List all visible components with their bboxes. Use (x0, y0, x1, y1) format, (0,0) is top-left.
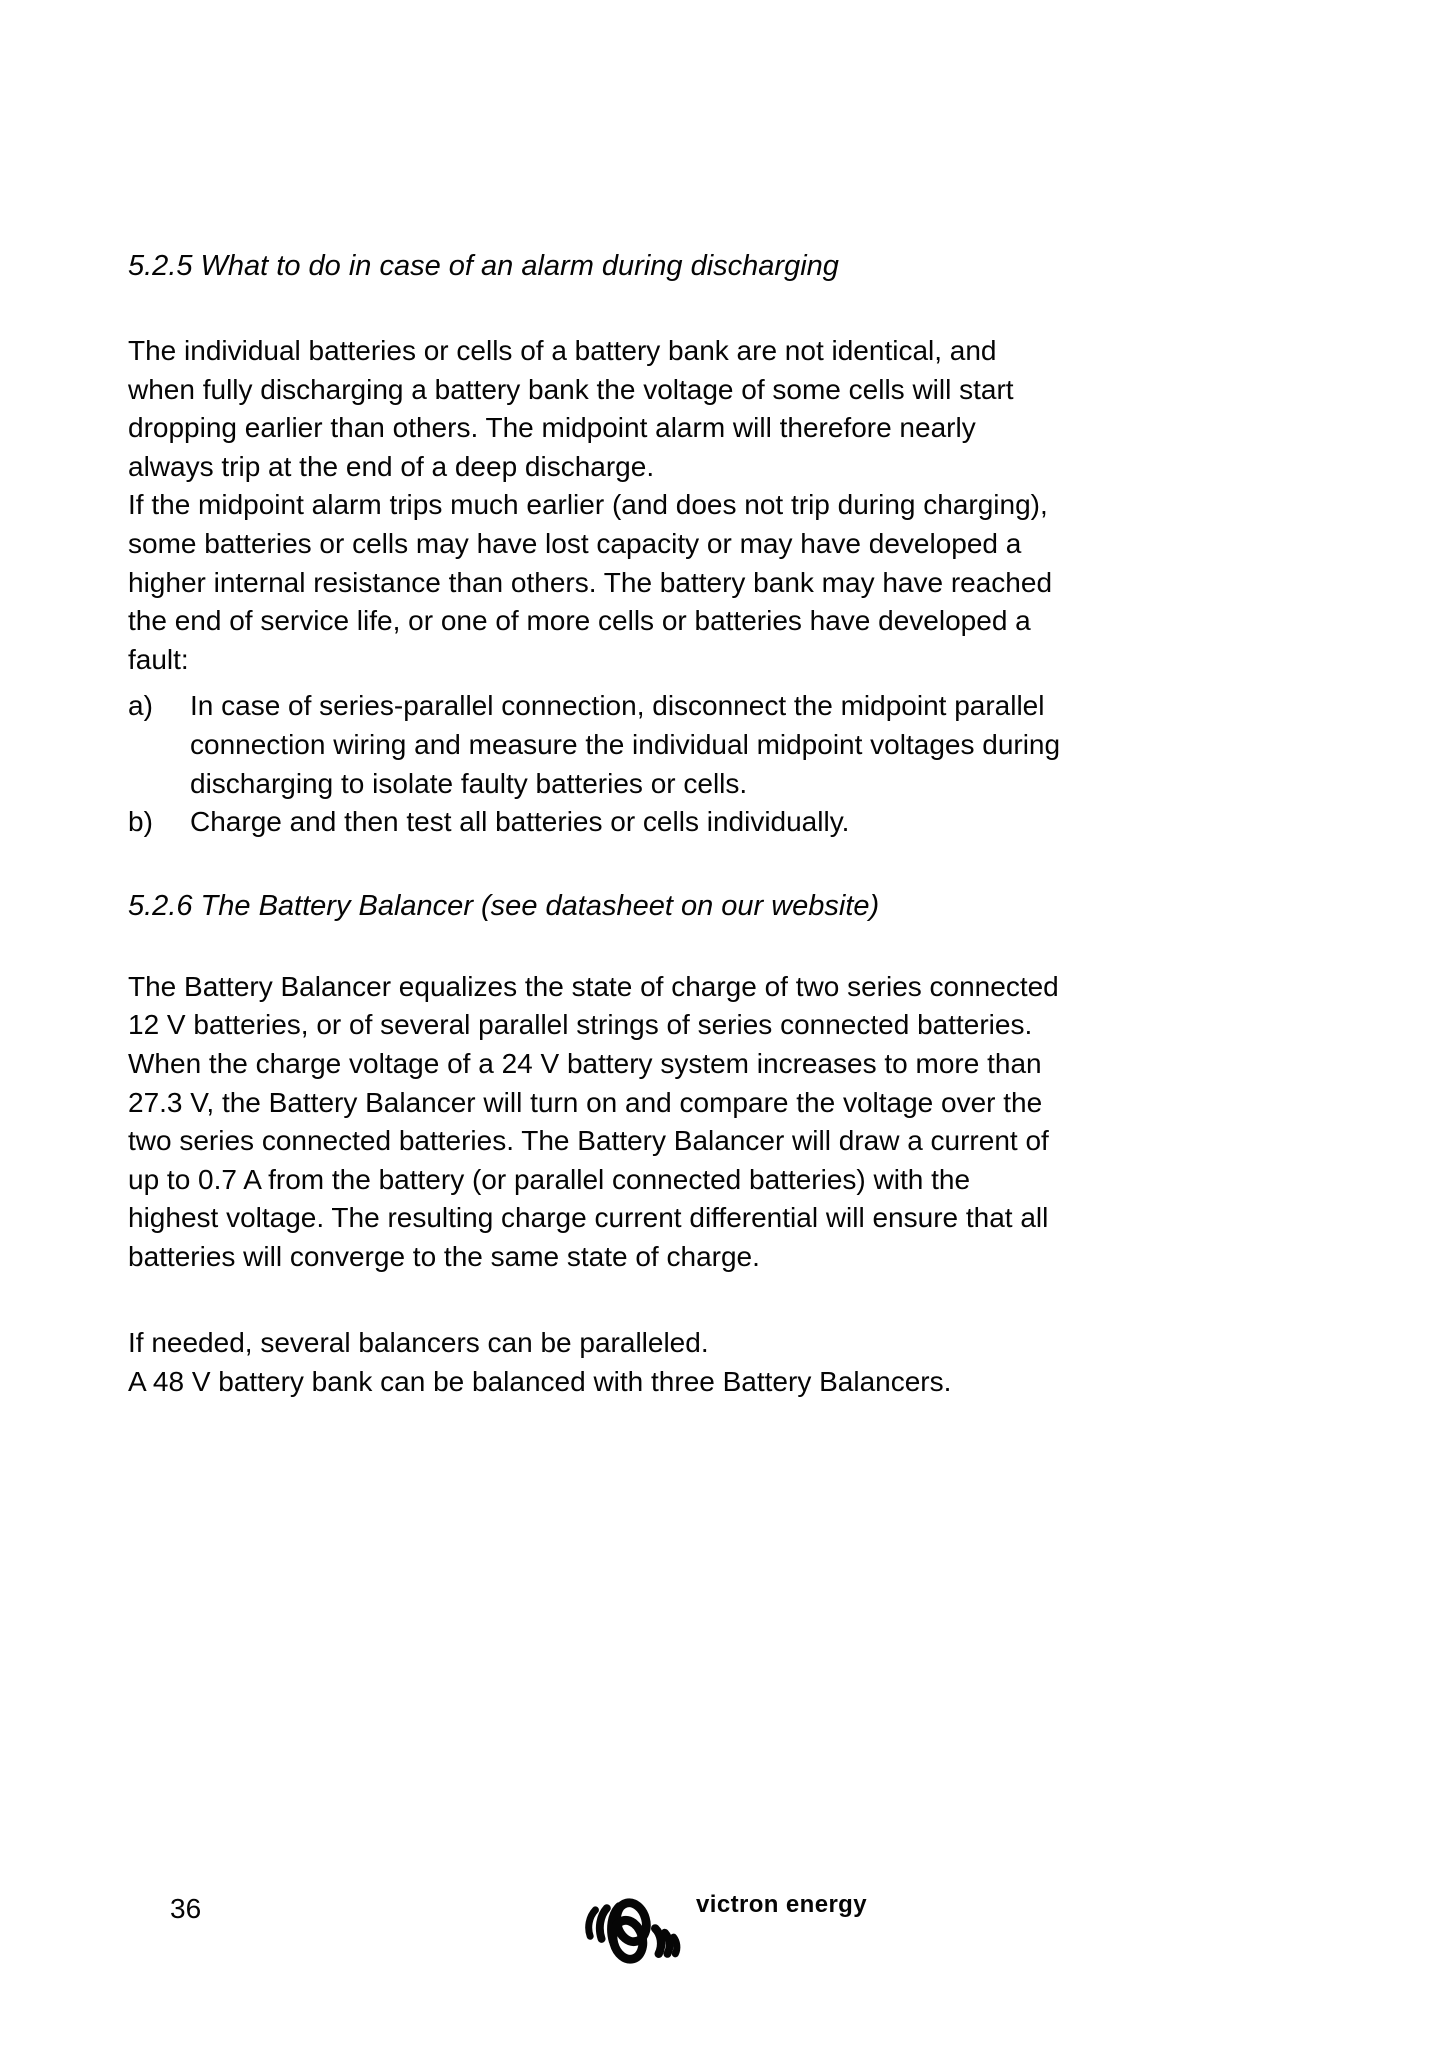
text-line: The individual batteries or cells of a battery bank are not identical, and (128, 335, 997, 366)
list-item-a (128, 687, 1378, 803)
page-number: 36 (170, 1893, 202, 1924)
list-marker-a: a) (128, 690, 153, 722)
text-line: highest voltage. The resulting charge current differential will ensure that all (128, 1202, 1049, 1234)
text-line: the end of service life, or one of more cells or batteries have developed a (128, 605, 1031, 637)
text-line: If the midpoint alarm trips much earlier (and does not trip during charging), (128, 489, 1048, 521)
brand-wordmark: victron energy (696, 1891, 867, 1918)
text-line: connection wiring and measure the individual midpoint voltages during (190, 728, 1061, 760)
text-line: higher internal resistance than others. The battery bank may have reached (128, 566, 1053, 598)
text-line: 27.3 V, the Battery Balancer will turn on and compare the voltage over the (128, 1086, 1043, 1118)
text-line: batteries will converge to the same state of charge. (128, 1240, 760, 1272)
list-marker-b: b) (128, 806, 153, 838)
page-footer (0, 1885, 1445, 1985)
paragraph-discharge-alarm (128, 332, 1378, 679)
list-item-b (128, 803, 1378, 842)
text-line: Charge and then test all batteries or cells individually. (190, 806, 850, 838)
text-line: 12 V batteries, or of several parallel strings of series connected batteries. (128, 1009, 1033, 1041)
text-line: fault: (128, 643, 189, 675)
text-line: When the charge voltage of a 24 V battery system increases to more than (128, 1047, 1042, 1079)
text-line: always trip at the end of a deep discharge. (128, 450, 655, 482)
paragraph-parallel-balancers (128, 1324, 1378, 1401)
paragraph-battery-balancer (128, 968, 1378, 1277)
text-line: The Battery Balancer equalizes the state of charge of two series connected (128, 970, 1059, 1002)
list-item-b-text (190, 803, 1378, 842)
page-content (128, 246, 1378, 1402)
fault-isolation-list (128, 687, 1378, 841)
text-line: up to 0.7 A from the battery (or parallel connected batteries) with the (128, 1163, 971, 1195)
section-heading-5-2-6: 5.2.6 The Battery Balancer (see datasheet on our website) (128, 889, 880, 922)
text-line: If needed, several balancers can be paralleled. (128, 1327, 709, 1359)
list-item-a-text (190, 687, 1378, 803)
text-line: two series connected batteries. The Battery Balancer will draw a current of (128, 1125, 1049, 1157)
text-line: dropping earlier than others. The midpoint alarm will therefore nearly (128, 412, 976, 444)
section-heading-5-2-5: 5.2.5 What to do in case of an alarm during discharging (128, 250, 839, 282)
text-line: some batteries or cells may have lost capacity or may have developed a (128, 527, 1022, 559)
text-line: A 48 V battery bank can be balanced with three Battery Balancers. (128, 1366, 952, 1398)
text-line: discharging to isolate faulty batteries or cells. (190, 767, 748, 799)
text-line: In case of series-parallel connection, disconnect the midpoint parallel (190, 690, 1045, 722)
text-line: when fully discharging a battery bank the voltage of some cells will start (128, 373, 1014, 405)
victron-coil-logo-icon (580, 1895, 682, 1967)
